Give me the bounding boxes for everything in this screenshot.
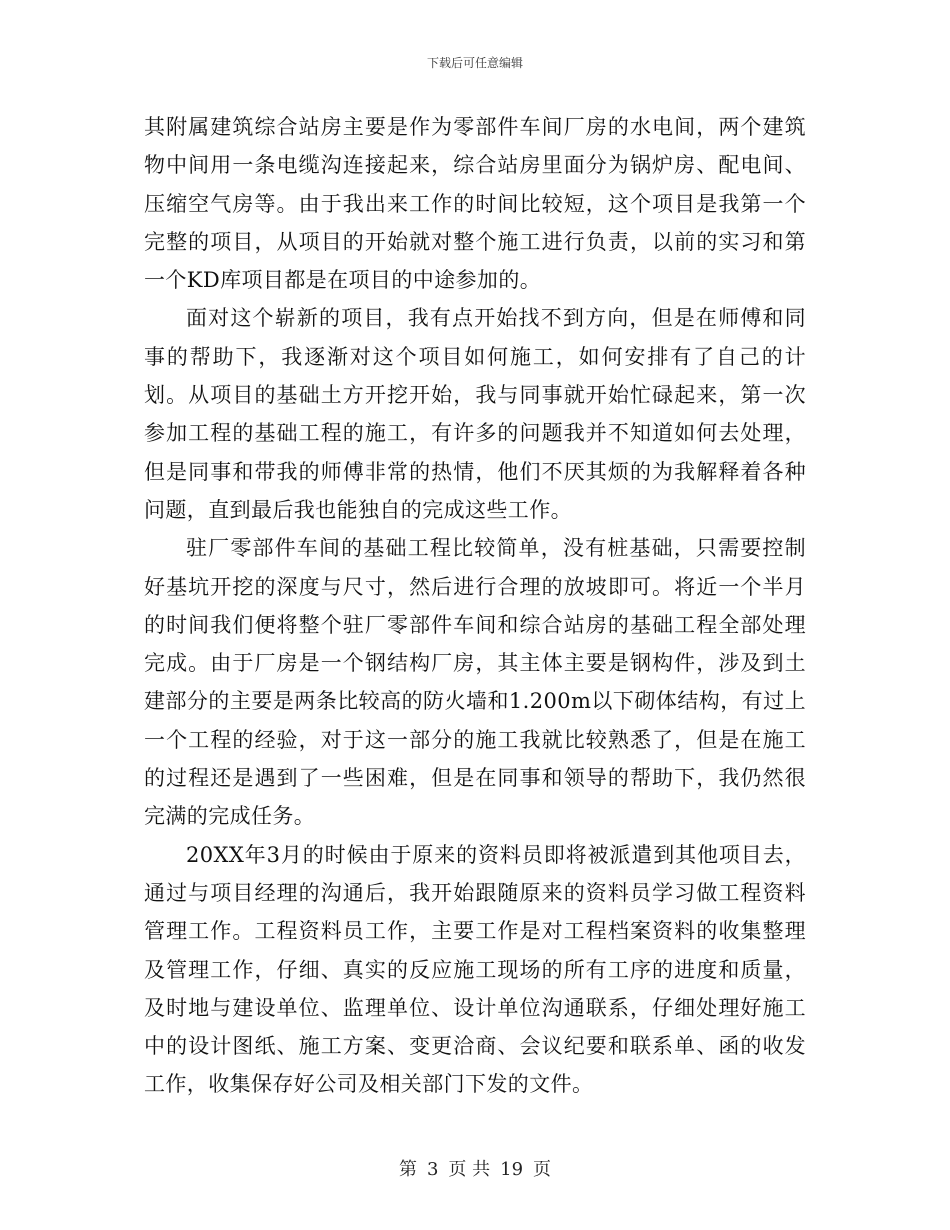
- footer-suffix: 页: [533, 1159, 552, 1180]
- footer-middle: 页 共: [448, 1159, 491, 1180]
- document-body: [144, 108, 806, 1104]
- paragraph-4: 20XX年3月的时候由于原来的资料员即将被派遣到其他项目去，通过与项目经理的沟通后，我开始跟随原来的资料员学习做工程资料管理工作。工程资料员工作，主要工作是对工程档案资料的收集整理及管理工作，仔细、真实的反应施工现场的所有工序的进度和质量，及时地与建设单位、监理单位、设计单位沟通联系，仔细处理好施工中的设计图纸、施工方案、变更洽商、会议纪要和联系单、函的收发工作，收集保存好公司及相关部门下发的文件。: [144, 842, 806, 1097]
- current-page-number: 3: [426, 1159, 439, 1180]
- paragraph-2: 面对这个崭新的项目，我有点开始找不到方向，但是在师傅和同事的帮助下，我逐渐对这个项目如何施工，如何安排有了自己的计划。从项目的基础土方开挖开始，我与同事就开始忙碌起来，第一次参加工程的基础工程的施工，有许多的问题我并不知道如何去处理，但是同事和带我的师傅非常的热情，他们不厌其烦的为我解释着各种问题，直到最后我也能独自的完成这些工作。: [144, 306, 806, 522]
- paragraph-3: 驻厂零部件车间的基础工程比较简单，没有桩基础，只需要控制好基坑开挖的深度与尺寸，然后进行合理的放坡即可。将近一个半月的时间我们便将整个驻厂零部件车间和综合站房的基础工程全部处理完成。由于厂房是一个钢结构厂房，其主体主要是钢构件，涉及到土建部分的主要是两条比较高的防火墙和1.200m以下砌体结构，有过上一个工程的经验，对于这一部分的施工我就比较熟悉了，但是在施工的过程还是遇到了一些困难，但是在同事和领导的帮助下，我仍然很完满的完成任务。: [144, 536, 806, 829]
- total-page-number: 19: [500, 1159, 524, 1180]
- page-header: 下载后可任意编辑: [426, 56, 523, 70]
- footer-prefix: 第: [398, 1159, 417, 1180]
- paragraph-1: 其附属建筑综合站房主要是作为零部件车间厂房的水电间，两个建筑物中间用一条电缆沟连接起来，综合站房里面分为锅炉房、配电间、压缩空气房等。由于我出来工作的时间比较短，这个项目是我第一个完整的项目，从项目的开始就对整个施工进行负责，以前的实习和第一个KD库项目都是在项目的中途参加的。: [144, 115, 806, 293]
- page-footer: [0, 1155, 950, 1181]
